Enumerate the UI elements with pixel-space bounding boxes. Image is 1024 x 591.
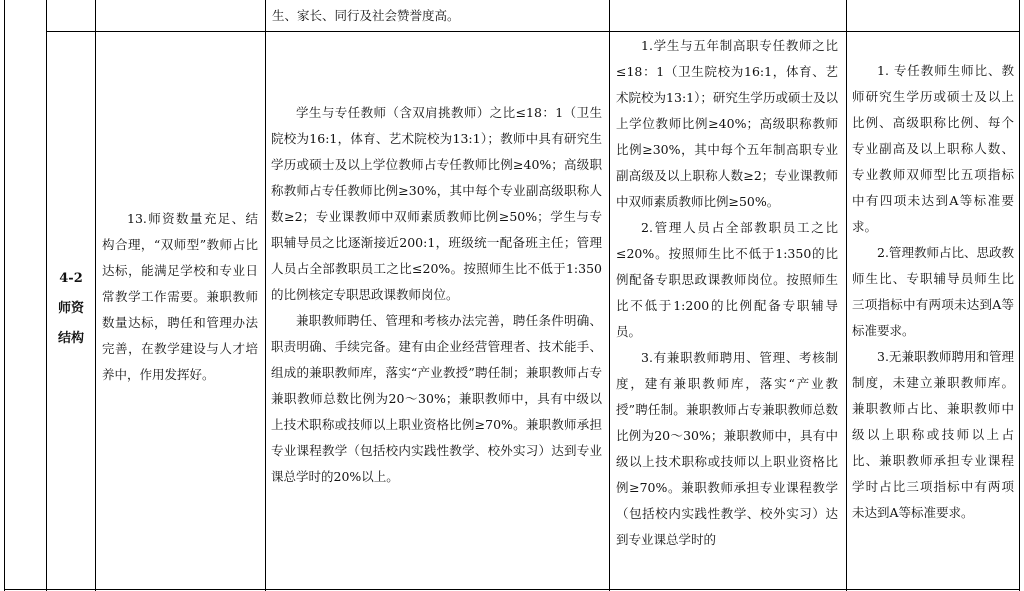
top-row-col3-text: 生、家长、同行及社会赞誉度高。 (272, 8, 460, 23)
table-border-left (4, 0, 5, 591)
top-row-text (272, 3, 602, 29)
c-level-item-1: 1. 专任教师生师比、教师研究生学历或硕士及以上比例、高级职称比例、每个专业副高及以上职称人数、专业教师双师型比五项指标中有四项未达到A等标准要求。 (852, 63, 1014, 234)
standard-paragraph-2: 兼职教师聘任、管理和考核办法完善，聘任条件明确、职责明确、手续完备。建有由企业经营管理者、技术能手、组成的兼职教师库，落实“产业教授”聘任制；兼职教师占专兼职教师总数比例为20～30%；兼职教师中，具有中级以上技术职称或技师以上职业资格比例≥70%。兼职教师承担专业课程教学（包括校内实践性教学、校外实习）达到专业课总学时的20%以上。 (271, 313, 602, 484)
standard-paragraph-1: 学生与专任教师（含双肩挑教师）之比≤18：1（卫生院校为16:1，体育、艺术院校为13:1）；教师中具有研究生学历或硕士及以上学位教师占专任教师比例≥40%；高级职称教师占专任教师比例≥30%，其中每个专业副高级职称人数≥2；专业课教师中双师素质教师比例≥50%；学生与专职辅导员之比逐渐接近200:1，班级统一配备班主任；管理人员占全部教职员工之比≤20%。按照师生比不低于1:350的比例核定专职思政课教师岗位。 (271, 105, 602, 302)
section-code: 4-2 (59, 271, 83, 286)
table-border-bottom (4, 589, 1020, 590)
observation-point-cell (102, 206, 258, 388)
section-title-line1: 师资 (57, 301, 84, 316)
standard-description-cell (271, 100, 602, 490)
a-level-criteria-cell (616, 33, 838, 589)
c-level-criteria-cell (852, 58, 1014, 526)
section-title-line2: 结构 (57, 331, 84, 346)
a-level-item-2: 2.管理人员占全部教职员工之比≤20%。按照师生比不低于1:350的比例配备专职思政课教师岗位。按照师生比不低于1:200的比例配备专职辅导员。 (616, 220, 838, 339)
c-level-item-2: 2.管理教师占比、思政教师生比、专职辅导员师生比三项指标中有两项未达到A等标准要求。 (852, 245, 1014, 338)
row-divider (46, 31, 1020, 32)
a-level-item-3: 3.有兼职教师聘用、管理、考核制度，建有兼职教师库，落实“产业教授”聘任制。兼职教师占专兼职教师总数比例为20～30%；兼职教师中，具有中级以上技术职称或技师以上职业资格比例≥70%。兼职教师承担专业课程教学（包括校内实践性教学、校外实习）达到专业课总学时的 (616, 350, 838, 547)
observation-point-text: 13.师资数量充足、结构合理，“双师型”教师占比达标，能满足学校和专业日常教学工作需要。兼职教师数量达标，聘任和管理办法完善，在教学建设与人才培养中，作用发挥好。 (102, 211, 258, 382)
table-border-right (1019, 0, 1020, 591)
column-divider-5 (846, 0, 847, 591)
a-level-item-1: 1.学生与五年制高职专任教师之比≤18：1（卫生院校为16:1，体育、艺术院校为13:1）；研究生学历或硕士及以上学位教师比例≥40%；高级职称教师比例≥30%，其中每个五年制高职专业副高级及以上职称人数≥2；专业课教师中双师素质教师比例≥50%。 (616, 38, 838, 209)
c-level-item-3: 3.无兼职教师聘用和管理制度，未建立兼职教师库。兼职教师占比、兼职教师中级以上职称或技师以上占比、兼职教师承担专业课程学时占比三项指标中有两项未达到A等标准要求。 (852, 349, 1014, 520)
column-divider-4 (609, 0, 610, 591)
section-label (47, 264, 95, 354)
column-divider-2 (95, 0, 96, 591)
column-divider-3 (265, 0, 266, 591)
